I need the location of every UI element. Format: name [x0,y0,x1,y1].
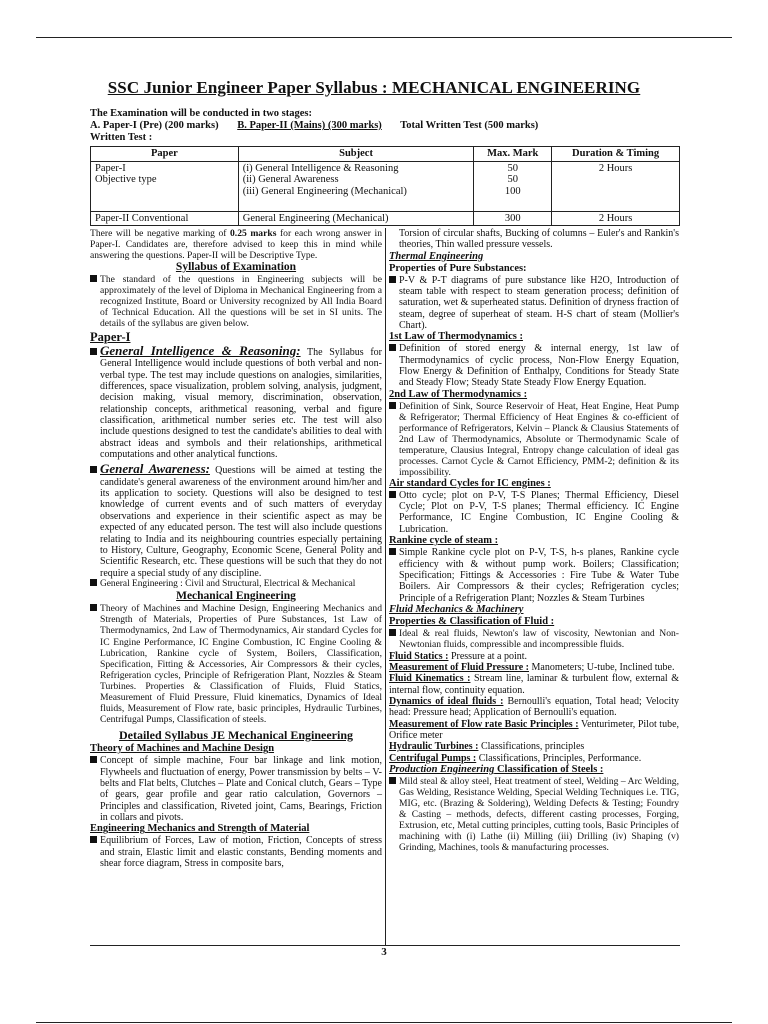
list-item: Mild steal & alloy steel, Heat treatment of steel, Welding – Arc Welding, Gas Welding, Resistance Welding, Special Welding Techniques i.e. TIG, MIG, etc. (Brazing & Soldering), Welding Defects & Testing; Foundry & Casting – methods, defects, different casting processes, Forging, Extrusion, etc, Metal cutting principles, cutting tools, Basic Principles of machining with (i) Lathe (ii) Milling (iii) Drilling (iv) Shaping (v) Grinding, Machines, tools & manufacturing processes. [389,776,679,853]
second-law-heading: 2nd Law of Thermodynamics : [389,388,528,400]
stage-a: A. Paper-I (Pre) (200 marks) [90,120,219,131]
subject-cell: (i) General Intelligence & Reasoning (ii) General Awareness (iii) General Engineering (Mechanical) [238,161,474,211]
negative-marking-note: There will be negative marking of 0.25 marks for each wrong answer in Paper-I. Candidates are, therefore advised to keep this in mind while answering the questions. Paper-II will be Descriptive Type. [90,228,382,261]
bullet-square-icon [90,579,97,586]
list-item: Theory of Machines and Machine Design, Engineering Mechanics and Strength of Materials, Properties of Pure Substances, 1st Law of Thermodynamics, 2nd Law of Thermodynamics, Air standard Cycles for IC Engine Performance, IC Engine Combustion, IC Engine Cooling & Lubrication, Rankine cycle of System, Boilers, Classification, Specification, Fitting & Accessories, Air Compressors & their cycles, Refrigeration cycles, Principle of Refrigeration Plant, Nozzles & Steam Turbines. Properties & Classification of Fluids, Fluid Statics, Measurement of Fluid Pressure, Fluid kinematics, Dynamics of Ideal fluids, Measurement of Flow rate, basic principles, Hydraulic Turbines, Centrifugal Pumps, Classification of steels. [90,603,382,725]
bullet-square-icon [90,756,97,763]
bullet-square-icon [389,548,396,555]
list-item: General Awareness: Questions will be aimed at testing the candidate's general awareness of the environment around him/her and its application to society. Questions will also be designed to test knowledge of current events and of such matters of everyday observations and experience in their scientific aspect as may be expected of any educated person. The test will also include questions relating to India and its neighbouring countries especially pertaining to History, Culture, Geography, Economic Scene, General Polity and Scientific Research, etc. These questions will be such that they do not require a special study of any discipline. [90,463,382,578]
stages-row [90,120,680,132]
list-item: Concept of simple machine, Four bar linkage and link motion, Flywheels and fluctuation of energy, Power transmission by belts – V-belts and Flat belts, Clutches – Plate and Conical clutch, Gears – Type of gears, gear profile and gear ratio calculation, Governors – Principles and classification, Riveted joint, Cams, Bearings, Friction in collars and pivots. [90,755,382,823]
header-paper: Paper [91,147,239,162]
left-column [90,228,382,869]
total-written: Total Written Test (500 marks) [400,120,539,131]
right-column [389,228,679,853]
table-header-row [91,147,680,162]
ideal-fluid-dynamics: Dynamics of ideal fluids : Bernoulli's equation, Total head; Velocity head: Pressure head; Application of Bernoulli's equation. [389,695,679,719]
bullet-square-icon [90,275,97,282]
continued-text: Torsion of circular shafts, Bucking of columns – Euler's and Rankin's theories, Thin walled pressure vessels. [399,228,679,251]
fluid-kinematics: Fluid Kinematics : Stream line, laminar & turbulent flow, external & internal flow, continuity equation. [389,673,680,696]
fluid-heading: Fluid Mechanics & Machinery [389,603,524,615]
list-item: Definition of Sink, Source Reservoir of Heat, Heat Engine, Heat Pump & Refrigerator; Thermal Efficiency of Heat Engines & co-efficient of performance of Refrigerators, Kelvin – Planck & Clausius Statements of 2nd Law of Thermodynamics, Absolute or Thermodynamic Scale of temperature, Clausius Integral, Entropy change calculation of ideal gas processes. Carnot Cycle & Carnot Efficiency, PMM-2; definition & its impossibility. [389,401,679,478]
paper-1-heading: Paper-I [90,330,131,344]
list-item: General Intelligence & Reasoning: The Syllabus for General Intelligence would include questions of both verbal and non-verbal type. The test may include questions on analogies, similarities, differences, space visualization, problem solving, analysis, judgment, decision making, visual memory, discrimination, observation, relationship concepts, arithmetical reasoning, verbal and figure classification, arithmetical number series etc. The test will also include questions designed to test the candidate's abilities to deal with abstract ideas and symbols and their relationships, arithmetical computations and other analytical functions. [90,345,382,460]
bullet-square-icon [90,348,97,355]
table-row [91,211,680,226]
bullet-square-icon [389,402,396,409]
list-item: Simple Rankine cycle plot on P-V, T-S, h-s planes, Rankine cycle efficiency with & without pump work. Boilers; Classification; Specification; Fittings & Accessories : Fire Tube & Water Tube Boilers. Air Compressors & their cycles; Refrigeration cycles; Principle of a Refrigeration Plant; Nozzles & Steam Turbines [389,547,679,604]
em-heading: Engineering Mechanics and Strength of Material [90,823,310,835]
production-heading: Production Engineering Classification of Steels : [389,764,604,775]
fluid-pressure: Measurement of Fluid Pressure : Manometers; U-tube, Inclined tube. [389,661,675,673]
fluid-statics: Fluid Statics : Pressure at a point. [389,650,528,662]
page-title: SSC Junior Engineer Paper Syllabus : MECHANICAL ENGINEERING [107,78,641,97]
hydraulic-turbines: Hydraulic Turbines : Classifications, principles [389,741,585,753]
detailed-syllabus-heading: Detailed Syllabus JE Mechanical Engineering [118,728,353,743]
written-test-label: Written Test : [90,132,153,143]
pure-substances-heading: Properties of Pure Substances: [389,262,527,274]
duration-cell: 2 Hours [552,161,680,211]
intro-line: The Examination will be conducted in two stages: [90,108,312,119]
list-item: Definition of stored energy & internal energy, 1st law of Thermodynamics of cyclic process, Non-Flow Energy Equation, Flow Energy & Definition of Enthalpy, Conditions for Steady State and Steady Flow; Steady State Steady Flow Energy Equation. [389,343,679,388]
page-number: 3 [381,946,387,958]
mark-cell: 50 50 100 [474,161,552,211]
list-item: Equilibrium of Forces, Law of motion, Friction, Concepts of stress and strain, Elastic limit and elastic constants, Bending moments and shear force diagram, Stress in composite bars, [90,835,382,869]
stage-b: B. Paper-II (Mains) (300 marks) [237,120,382,131]
bullet-square-icon [389,629,396,636]
bullet-square-icon [389,276,396,283]
bullet-square-icon [90,466,97,473]
thermal-heading: Thermal Engineering [389,250,484,262]
list-item: General Engineering : Civil and Structural, Electrical & Mechanical [90,579,382,590]
mechanical-heading: Mechanical Engineering [176,590,296,603]
bullet-square-icon [389,491,396,498]
subject-cell: General Engineering (Mechanical) [238,211,474,226]
table-row [91,161,680,211]
list-item: The standard of the questions in Engineering subjects will be approximately of the level of Diploma in Mechanical Engineering from a recognized Institute, Board or University recognized by All India Board of Technical Education. All the questions will be set in SI units. The details of the syllabus are given below. [90,274,382,329]
bullet-square-icon [90,836,97,843]
rankine-heading: Rankine cycle of steam : [389,535,499,547]
bullet-square-icon [389,777,396,784]
paper-cell: Paper-I Objective type [91,161,239,211]
tom-heading: Theory of Machines and Machine Design [90,743,275,755]
exam-intro [90,108,680,144]
fluid-properties-heading: Properties & Classification of Fluid : [389,615,555,627]
exam-pattern-table [90,146,680,226]
header-duration: Duration & Timing [552,147,680,162]
bullet-square-icon [90,604,97,611]
bottom-rule [36,1022,732,1023]
top-rule [36,37,732,38]
bullet-square-icon [389,344,396,351]
mark-cell: 300 [474,211,552,226]
flow-rate-measurement: Measurement of Flow rate Basic Principles : Venturimeter, Pilot tube, Orifice meter [389,718,680,741]
paper-cell: Paper-II Conventional [91,211,239,226]
column-divider [385,228,386,946]
list-item: P-V & P-T diagrams of pure substance like H2O, Introduction of steam table with respect to steam generation process; definition of saturation, wet & superheated status. Definition of dryness fraction of steam, degree of superheat of steam. H-S chart of steam (Mollier's Chart). [389,275,679,332]
duration-cell: 2 Hours [552,211,680,226]
syllabus-heading: Syllabus of Examination [175,261,297,273]
header-max-mark: Max. Mark [474,147,552,162]
centrifugal-pumps: Centrifugal Pumps : Classifications, Principles, Performance. [389,752,642,764]
list-item: Otto cycle; plot on P-V, T-S Planes; Thermal Efficiency, Diesel Cycle; Plot on P-V, T-S planes; Thermal efficiency. IC Engine Performance, IC Engine Combustion, IC Engine Cooling & Lubrication. [389,490,679,535]
first-law-heading: 1st Law of Thermodynamics : [389,331,523,343]
list-item: Ideal & real fluids, Newton's law of viscosity, Newtonian and Non-Newtonian fluids, compressible and incompressible fluids. [389,628,679,651]
air-standard-heading: Air standard Cycles for IC engines : [389,477,551,489]
header-subject: Subject [238,147,474,162]
